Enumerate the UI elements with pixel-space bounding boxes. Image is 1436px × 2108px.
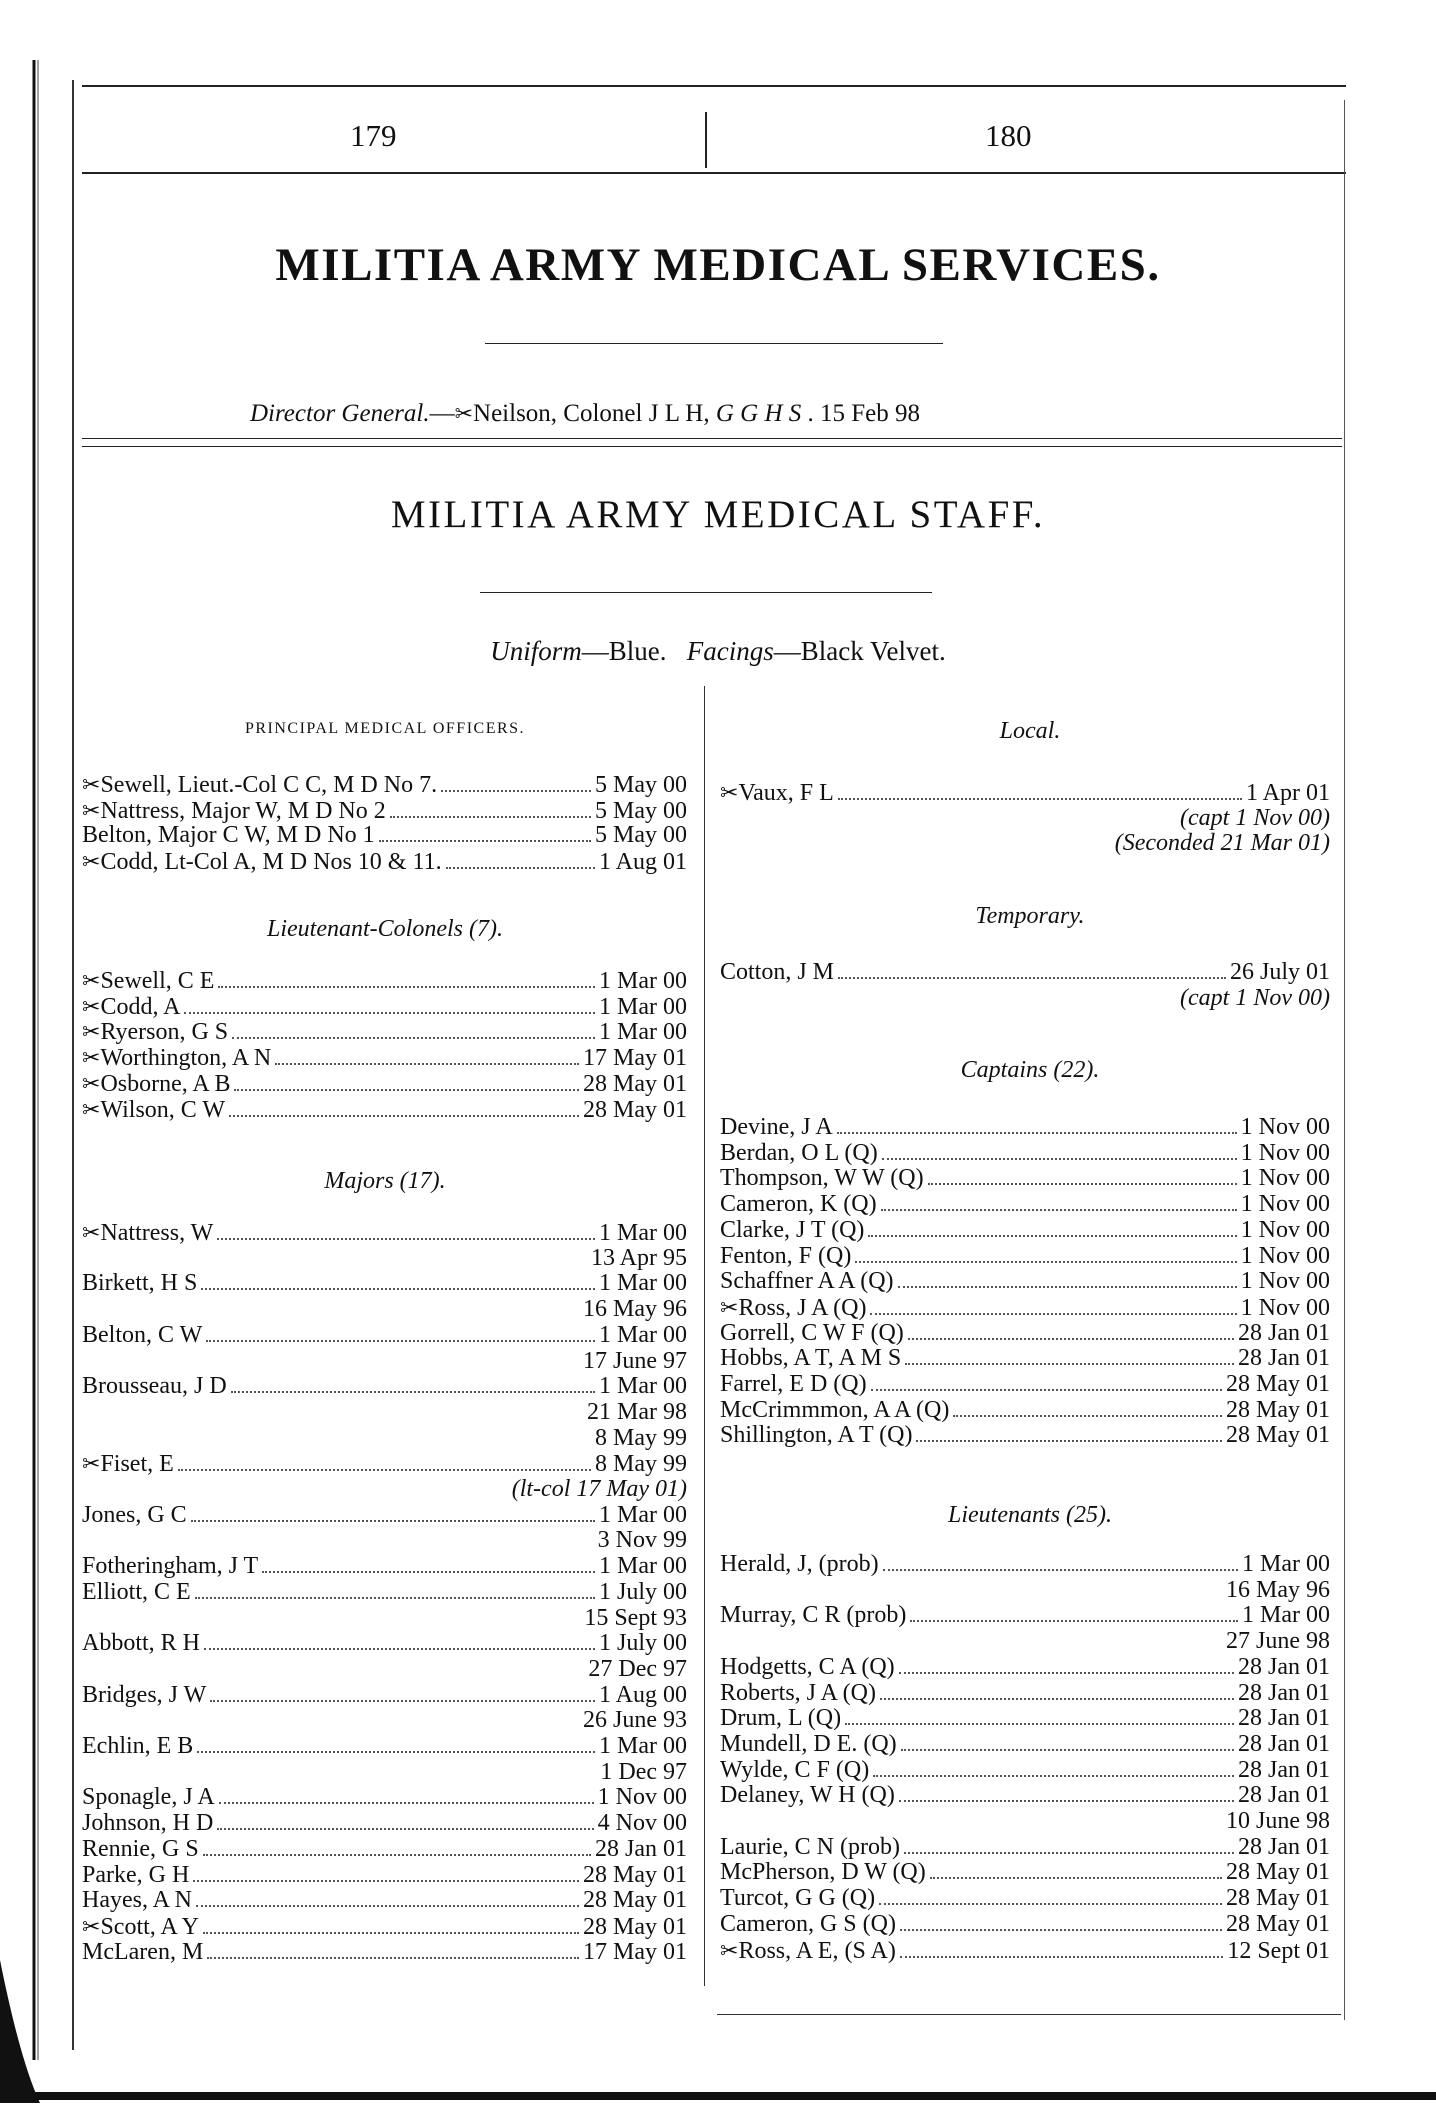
list-item — [720, 1603, 1330, 1628]
leader-dots — [879, 1903, 1222, 1905]
list-item — [720, 1218, 1330, 1243]
leader-dots — [838, 977, 1226, 979]
entry-note: 27 June 98 — [1226, 1628, 1330, 1655]
leader-dots — [916, 1440, 1222, 1442]
leader-dots — [904, 1852, 1234, 1854]
director-name: Neilson, Colonel J L H, — [473, 400, 710, 427]
leader-dots — [219, 1802, 594, 1804]
entry-date: 28 May 01 — [583, 1887, 687, 1914]
entry-date: 1 Aug 01 — [598, 849, 687, 876]
entry-date: 1 July 00 — [598, 1578, 687, 1605]
header-rule-top — [82, 85, 1346, 87]
entry-date: 28 Jan 01 — [595, 1835, 687, 1862]
leader-dots — [197, 1751, 595, 1753]
entry-date: 1 Mar 00 — [1242, 1602, 1330, 1629]
entry-name: Laurie, C N (prob) — [720, 1833, 900, 1860]
crossed-swords-icon: ✂ — [82, 1220, 101, 1245]
entry-name: Mundell, D E. (Q) — [720, 1730, 897, 1757]
crossed-swords-icon: ✂ — [82, 1019, 101, 1045]
leader-dots — [898, 1286, 1237, 1288]
list-item — [720, 1860, 1330, 1885]
entry-date: 28 Jan 01 — [1238, 1756, 1330, 1783]
leader-dots — [900, 1956, 1224, 1958]
entry-note: 16 May 96 — [583, 1296, 687, 1323]
entry-date: 1 Mar 00 — [599, 993, 687, 1020]
entry-name: McPherson, D W (Q) — [720, 1859, 926, 1886]
entry-name: Codd, A — [100, 993, 181, 1020]
list-item — [82, 1097, 687, 1123]
list-item — [720, 1681, 1330, 1706]
entry-date: 1 Mar 00 — [599, 1501, 687, 1528]
entry-date: 1 July 00 — [598, 1630, 687, 1657]
list-item — [720, 1398, 1330, 1423]
uniform-line — [0, 636, 1436, 667]
director-date: . 15 Feb 98 — [807, 400, 921, 427]
entry-date: 1 Nov 00 — [597, 1784, 687, 1811]
page-title: MILITIA ARMY MEDICAL SERVICES. — [275, 239, 1161, 291]
entry-date: 28 May 01 — [583, 1096, 687, 1123]
list-item — [720, 1141, 1330, 1166]
entry-date: 28 Jan 01 — [1238, 1782, 1330, 1809]
leader-dots — [868, 1235, 1236, 1237]
entry-name: Clarke, J T (Q) — [720, 1216, 865, 1243]
entry-name: Ryerson, G S — [100, 1019, 229, 1046]
entry-name: Roberts, J A (Q) — [720, 1679, 876, 1706]
list-item — [82, 994, 687, 1020]
entry-name: Fiset, E — [100, 1451, 174, 1478]
entry-date: 28 May 01 — [1226, 1371, 1330, 1397]
entry-name: Abbott, R H — [82, 1630, 201, 1657]
page-frame-right — [1344, 100, 1345, 2020]
list-item — [82, 1451, 687, 1477]
leader-dots — [203, 1854, 591, 1856]
binding-edge-graphic — [0, 0, 40, 2103]
leader-dots — [900, 1929, 1222, 1931]
crossed-swords-icon: ✂ — [720, 1937, 739, 1963]
list-item — [720, 1835, 1330, 1860]
leader-dots — [905, 1363, 1234, 1365]
leader-dots — [441, 790, 591, 792]
leader-dots — [217, 1828, 593, 1830]
director-label: Director General. — [250, 400, 430, 427]
list-item — [82, 1045, 687, 1071]
entry-name: Belton, Major C W, M D No 1 — [82, 822, 375, 849]
leader-dots — [195, 1597, 595, 1599]
list-item — [720, 1758, 1330, 1783]
bottom-edge — [0, 2092, 1436, 2100]
leader-dots — [275, 1063, 579, 1065]
title-rule — [485, 343, 943, 344]
leader-dots — [837, 1132, 1237, 1134]
leader-dots — [234, 1089, 579, 1091]
list-item — [82, 1631, 687, 1656]
entry-date: 28 Jan 01 — [1238, 1833, 1330, 1860]
entry-note: (capt 1 Nov 00) — [1180, 984, 1330, 1011]
list-item — [82, 1220, 687, 1246]
entry-name: Wylde, C F (Q) — [720, 1756, 870, 1783]
entry-note: (lt-col 17 May 01) — [511, 1476, 687, 1502]
entry-name: Delaney, W H (Q) — [720, 1782, 895, 1809]
crossed-swords-icon: ✂ — [82, 1045, 101, 1071]
list-item — [82, 798, 687, 824]
entry-name: Brousseau, J D — [82, 1373, 227, 1400]
entry-date: 26 July 01 — [1229, 959, 1330, 985]
entry-name: Turcot, G G (Q) — [720, 1885, 876, 1912]
leader-dots — [899, 1800, 1234, 1802]
entry-name: Belton, C W — [82, 1321, 203, 1348]
list-item — [720, 780, 1330, 806]
entry-date: 17 May 01 — [583, 1938, 687, 1965]
list-item — [720, 1423, 1330, 1448]
list-item — [720, 1115, 1330, 1140]
leader-dots — [196, 1905, 579, 1907]
director-honours: G G H S — [715, 400, 802, 427]
crossed-swords-icon: ✂ — [82, 1913, 101, 1939]
lieutenants-heading: Lieutenants (25). — [948, 1502, 1112, 1528]
crossed-swords-icon: ✂ — [82, 1070, 101, 1096]
entry-date: 1 Mar 00 — [599, 1270, 687, 1297]
entry-note: 8 May 99 — [595, 1424, 687, 1451]
list-item — [720, 1732, 1330, 1757]
entry-name: Shillington, A T (Q) — [720, 1422, 913, 1449]
leader-dots — [231, 1391, 595, 1393]
leader-dots — [910, 1620, 1238, 1622]
entry-date: 28 Jan 01 — [1238, 1653, 1330, 1680]
header-rule-bottom — [82, 172, 1346, 174]
list-item — [720, 1372, 1330, 1397]
entry-note: 1 Dec 97 — [600, 1758, 687, 1785]
entry-name: Elliott, C E — [82, 1578, 191, 1605]
leader-dots — [206, 1340, 595, 1342]
list-item — [82, 1940, 687, 1965]
crossed-swords-icon: ✂ — [82, 772, 101, 797]
facings-value: —Black Velvet. — [773, 636, 946, 666]
entry-name: Fenton, F (Q) — [720, 1242, 852, 1269]
director-rule-1 — [82, 438, 1342, 439]
entry-date: 8 May 99 — [595, 1451, 687, 1478]
entry-note: (Seconded 21 Mar 01) — [1114, 830, 1330, 857]
binding-edge — [0, 0, 40, 2103]
leader-dots — [881, 1209, 1237, 1211]
entry-note: 27 Dec 97 — [588, 1655, 687, 1682]
leader-dots — [870, 1313, 1236, 1315]
leader-dots — [178, 1469, 591, 1471]
crossed-swords-icon: ✂ — [720, 1294, 739, 1320]
list-item — [720, 1706, 1330, 1731]
leader-dots — [204, 1648, 595, 1650]
leader-dots — [191, 1520, 595, 1522]
entry-name: Farrel, E D (Q) — [720, 1371, 867, 1397]
entry-date: 1 Mar 00 — [599, 1733, 687, 1759]
entry-date: 1 Mar 00 — [599, 1019, 687, 1046]
entry-date: 12 Sept 01 — [1227, 1937, 1330, 1964]
entry-name: Wilson, C W — [100, 1096, 226, 1123]
entry-date: 5 May 00 — [595, 822, 687, 849]
entry-date: 28 Jan 01 — [1238, 1730, 1330, 1757]
list-item — [720, 1192, 1330, 1217]
leader-dots — [229, 1115, 579, 1117]
leader-dots — [838, 798, 1242, 800]
list-item — [720, 1912, 1330, 1937]
entry-name: Johnson, H D — [82, 1810, 214, 1837]
entry-date: 1 Nov 00 — [1240, 1242, 1330, 1269]
entry-name: Ross, J A (Q) — [738, 1294, 867, 1321]
list-item — [82, 1811, 687, 1836]
entry-date: 1 Nov 00 — [1240, 1114, 1330, 1140]
entry-name: Thompson, W W (Q) — [720, 1165, 924, 1192]
entry-date: 5 May 00 — [595, 797, 687, 824]
director-dash: — — [429, 400, 455, 427]
entry-date: 28 May 01 — [1226, 1910, 1330, 1937]
entry-date: 1 Mar 00 — [599, 1220, 687, 1246]
entry-name: Devine, J A — [720, 1114, 833, 1140]
entry-name: Ross, A E, (S A) — [738, 1937, 896, 1964]
entry-name: Cameron, K (Q) — [720, 1191, 877, 1218]
entry-name: Vaux, F L — [738, 780, 834, 806]
entry-date: 1 Apr 01 — [1246, 780, 1330, 806]
list-item — [720, 1886, 1330, 1911]
facings-label: Facings — [686, 636, 774, 666]
leader-dots — [845, 1723, 1234, 1725]
entry-name: Schaffner A A (Q) — [720, 1268, 894, 1295]
list-item — [82, 1374, 687, 1399]
entry-name: Hodgetts, C A (Q) — [720, 1653, 895, 1680]
entry-name: Cameron, G S (Q) — [720, 1910, 896, 1937]
entry-name: McLaren, M — [82, 1938, 204, 1965]
list-item — [82, 1734, 687, 1759]
entry-name: Hobbs, A T, A M S — [720, 1345, 902, 1372]
entry-name: Rennie, G S — [82, 1835, 199, 1862]
leader-dots — [207, 1957, 579, 1959]
entry-note: 17 June 97 — [583, 1347, 687, 1374]
entry-name: Worthington, A N — [100, 1045, 272, 1072]
leader-dots — [883, 1569, 1238, 1571]
entry-date: 1 Mar 00 — [599, 1321, 687, 1348]
crossed-swords-icon: ✂ — [720, 780, 739, 805]
entry-note: 3 Nov 99 — [597, 1527, 687, 1554]
leader-dots — [882, 1158, 1237, 1160]
leader-dots — [855, 1261, 1236, 1263]
list-item — [720, 1655, 1330, 1680]
entry-note: 21 Mar 98 — [587, 1398, 687, 1425]
list-item — [82, 772, 687, 798]
list-item — [720, 1783, 1330, 1808]
entry-note: 13 Apr 95 — [591, 1244, 687, 1271]
entry-name: Sewell, C E — [100, 968, 215, 994]
entry-date: 28 May 01 — [583, 1861, 687, 1888]
subtitle-rule — [480, 592, 932, 593]
list-item — [720, 1346, 1330, 1371]
list-item — [82, 1683, 687, 1708]
crossed-swords-icon: ✂ — [82, 993, 101, 1019]
leader-dots — [901, 1749, 1234, 1751]
uniform-label: Uniform — [490, 636, 582, 666]
entry-name: Parke, G H — [82, 1861, 190, 1888]
entry-date: 28 Jan 01 — [1238, 1705, 1330, 1732]
entry-name: Scott, A Y — [100, 1913, 199, 1940]
list-item — [720, 1321, 1330, 1346]
leader-dots — [217, 1238, 595, 1240]
list-item — [720, 1166, 1330, 1191]
entry-name: Nattress, Major W, M D No 2 — [100, 797, 386, 824]
leader-dots — [218, 986, 595, 988]
list-item — [82, 1914, 687, 1940]
entry-name: Hayes, A N — [82, 1887, 192, 1914]
entry-name: McCrimmmon, A A (Q) — [720, 1396, 950, 1423]
list-item — [82, 823, 687, 848]
entry-date: 1 Nov 00 — [1240, 1216, 1330, 1243]
local-heading: Local. — [999, 718, 1061, 744]
leader-dots — [201, 1288, 595, 1290]
list-item — [82, 968, 687, 994]
entry-name: Gorrell, C W F (Q) — [720, 1319, 904, 1346]
crossed-swords-icon: ✂ — [82, 1096, 101, 1122]
list-item — [82, 1554, 687, 1579]
entry-name: Birkett, H S — [82, 1270, 198, 1297]
list-item — [82, 1323, 687, 1348]
leader-dots — [203, 1932, 579, 1934]
list-item — [82, 1019, 687, 1045]
crossed-swords-icon: ✂ — [82, 1451, 101, 1477]
entry-date: 28 Jan 01 — [1238, 1319, 1330, 1346]
column-divider — [704, 686, 705, 1986]
header-divider — [705, 112, 707, 168]
bottom-rule — [717, 2014, 1341, 2015]
list-item — [82, 1503, 687, 1528]
leader-dots — [880, 1698, 1234, 1700]
entry-date: 4 Nov 00 — [597, 1810, 687, 1837]
page-number-right: 180 — [985, 118, 1032, 153]
entry-name: Berdan, O L (Q) — [720, 1139, 878, 1166]
entry-note: 16 May 96 — [1226, 1576, 1330, 1603]
entry-name: Murray, C R (prob) — [720, 1602, 907, 1629]
leader-dots — [928, 1183, 1237, 1185]
majors-heading: Majors (17). — [324, 1168, 446, 1194]
list-item — [82, 1071, 687, 1097]
leader-dots — [873, 1775, 1234, 1777]
leader-dots — [390, 816, 591, 818]
list-item — [82, 1888, 687, 1913]
list-item — [82, 1785, 687, 1810]
leader-dots — [210, 1700, 595, 1702]
entry-name: Fotheringham, J T — [82, 1553, 259, 1580]
entry-note: (capt 1 Nov 00) — [1180, 804, 1330, 831]
leader-dots — [446, 867, 595, 869]
entry-name: Sewell, Lieut.-Col C C, M D No 7. — [100, 772, 438, 798]
director-rule-2 — [82, 446, 1342, 447]
entry-name: Sponagle, J A — [82, 1784, 215, 1811]
entry-name: Echlin, E B — [82, 1733, 194, 1759]
entry-name: Cotton, J M — [720, 959, 835, 985]
entry-name: Herald, J, (prob) — [720, 1551, 879, 1577]
leader-dots — [232, 1037, 595, 1039]
entry-date: 28 May 01 — [1226, 1859, 1330, 1886]
entry-date: 17 May 01 — [583, 1045, 687, 1072]
entry-date: 28 Jan 01 — [1238, 1679, 1330, 1706]
entry-name: Drum, L (Q) — [720, 1705, 842, 1732]
list-item — [720, 1552, 1330, 1577]
section-title: MILITIA ARMY MEDICAL STAFF. — [390, 493, 1046, 536]
entry-date: 1 Aug 00 — [598, 1681, 687, 1708]
temporary-heading: Temporary. — [975, 903, 1085, 929]
entry-date: 28 May 01 — [1226, 1396, 1330, 1423]
leader-dots — [184, 1012, 595, 1014]
list-item — [720, 1938, 1330, 1964]
entry-date: 28 May 01 — [1226, 1422, 1330, 1449]
entry-note: 10 June 98 — [1226, 1808, 1330, 1834]
entry-date: 1 Mar 00 — [1242, 1551, 1330, 1577]
list-item — [82, 849, 687, 875]
entry-date: 1 Nov 00 — [1240, 1268, 1330, 1295]
list-item — [720, 1269, 1330, 1294]
crossed-swords-icon: ✂ — [82, 797, 101, 823]
entry-date: 28 May 01 — [583, 1070, 687, 1097]
leader-dots — [930, 1877, 1222, 1879]
leader-dots — [953, 1415, 1222, 1417]
entry-note: 26 June 93 — [583, 1707, 687, 1734]
entry-name: Jones, G C — [82, 1501, 187, 1528]
entry-date: 28 May 01 — [1226, 1885, 1330, 1912]
pmo-heading: PRINCIPAL MEDICAL OFFICERS. — [244, 720, 526, 737]
list-item — [82, 1271, 687, 1296]
crossed-swords-icon: ✂ — [82, 968, 101, 993]
leader-dots — [193, 1880, 579, 1882]
entry-date: 28 Jan 01 — [1238, 1345, 1330, 1372]
captains-heading: Captains (22). — [960, 1057, 1100, 1083]
entry-note: 15 Sept 93 — [584, 1604, 687, 1631]
leader-dots — [262, 1571, 595, 1573]
entry-name: Osborne, A B — [100, 1070, 231, 1097]
leader-dots — [379, 840, 591, 842]
list-item — [720, 960, 1330, 985]
entry-date: 1 Nov 00 — [1240, 1165, 1330, 1192]
crossed-swords-icon: ✂ — [454, 401, 474, 426]
uniform-value: —Blue. — [581, 636, 667, 666]
entry-date: 1 Mar 00 — [599, 1553, 687, 1580]
leader-dots — [899, 1672, 1234, 1674]
leader-dots — [908, 1338, 1234, 1340]
list-item — [720, 1295, 1330, 1321]
entry-name: Nattress, W — [100, 1220, 214, 1246]
list-item — [82, 1863, 687, 1888]
entry-date: 28 May 01 — [583, 1913, 687, 1940]
entry-date: 1 Nov 00 — [1240, 1139, 1330, 1166]
ltcols-heading: Lieutenant-Colonels (7). — [267, 916, 503, 942]
entry-name: Codd, Lt-Col A, M D Nos 10 & 11. — [100, 849, 442, 876]
crossed-swords-icon: ✂ — [82, 849, 101, 875]
list-item — [82, 1837, 687, 1862]
entry-date: 1 Mar 00 — [599, 1373, 687, 1400]
entry-date: 5 May 00 — [595, 772, 687, 798]
entry-date: 1 Mar 00 — [599, 968, 687, 994]
list-item — [82, 1580, 687, 1605]
director-general-line — [250, 400, 920, 428]
list-item — [720, 1244, 1330, 1269]
entry-date: 1 Nov 00 — [1240, 1191, 1330, 1218]
leader-dots — [871, 1389, 1222, 1391]
page-number-left: 179 — [350, 118, 397, 153]
page-frame-left — [72, 80, 74, 2050]
entry-date: 1 Nov 00 — [1240, 1294, 1330, 1321]
entry-name: Bridges, J W — [82, 1681, 207, 1708]
